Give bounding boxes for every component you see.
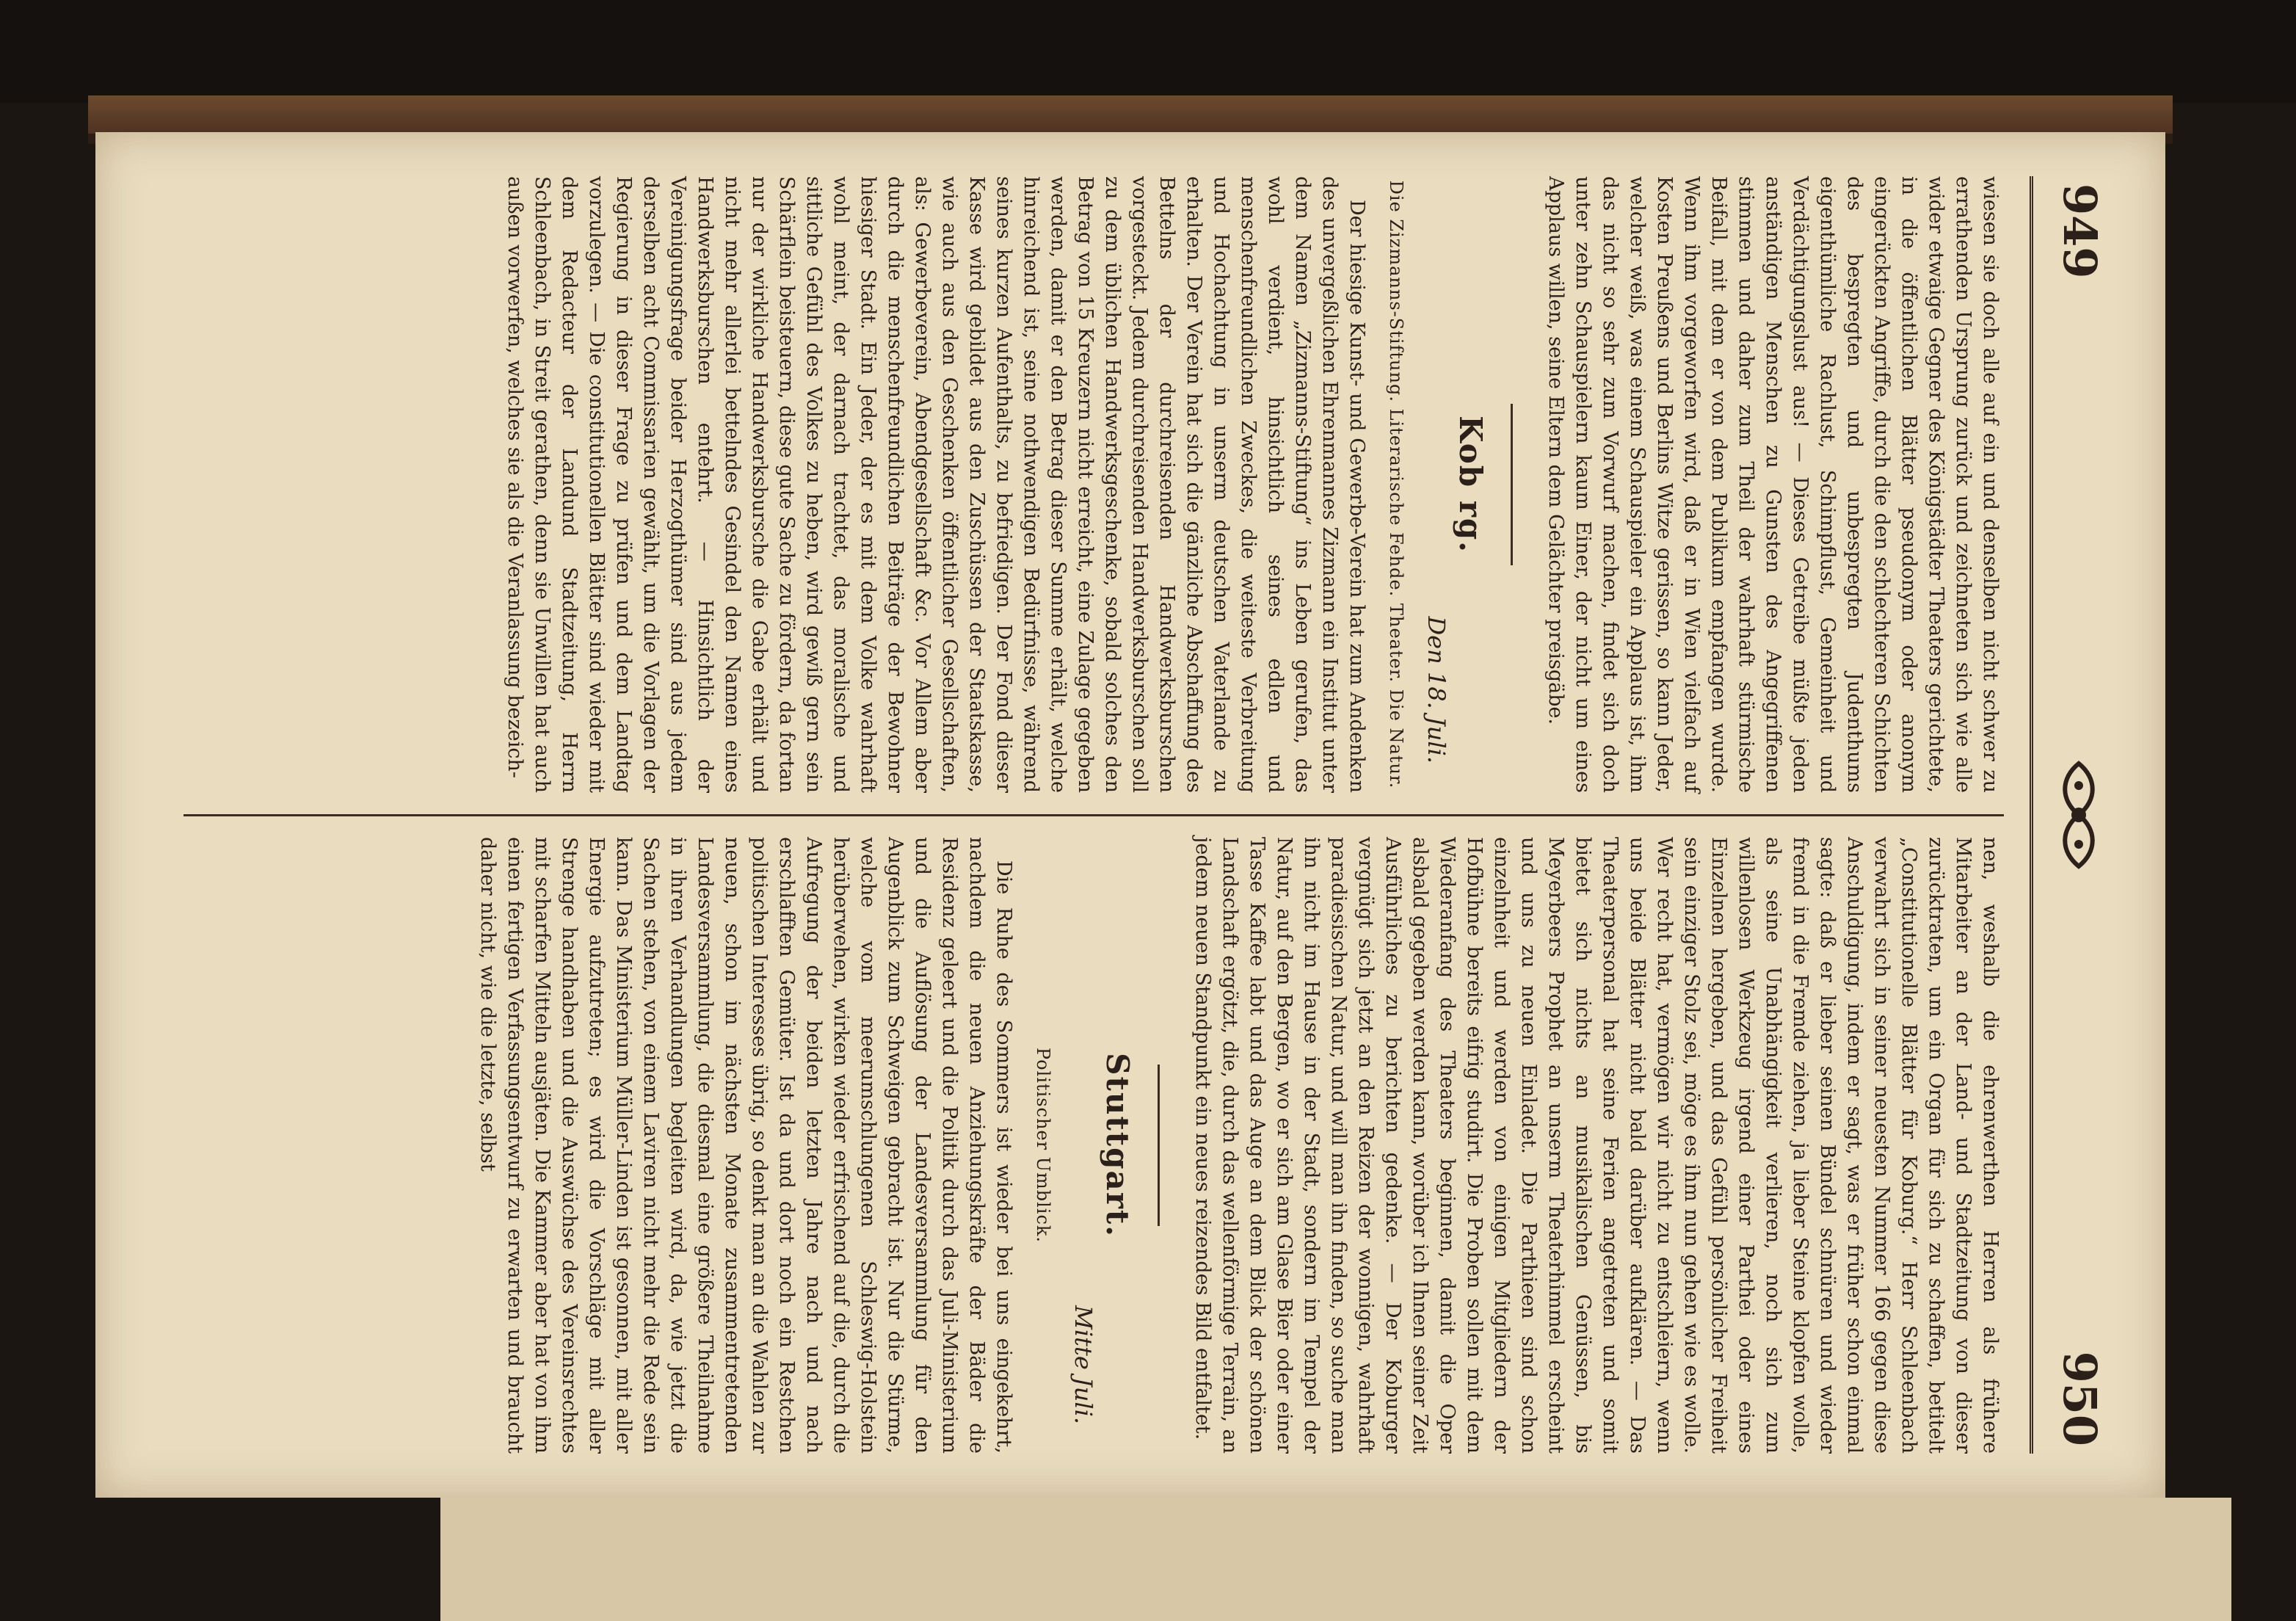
section-title: Stuttgart. — [1100, 1053, 1136, 1238]
page-number-right: 950 — [2053, 1351, 2107, 1446]
paragraph: nen, weshalb die ehrenwerthen Herren als frühere Mitarbeiter an der Land- und Stadtzeitung von dieser zurücktraten, um ein Organ für sich zu schaffen, betitelt „Constitutionelle Blätter für Koburg.“ Herr Schleenbach verwahrt sich in seiner neuesten Nummer 166 gegen diese Anschuldigung, indem er sagt, was er früher schon einmal sagte: daß er lieber seinen Bündel schnüren und wieder fremd in die Fremde ziehen, ja lieber Steine klopfen wolle, als seine Unabhängigkeit verlieren, noch sich zum willenlosen Werkzeug irgend einer Parthei oder eines Einzelnen hergeben, und das Gefühl persönlicher Freiheit sein einziger Stolz sei, möge es ihm nun gehen wie es wolle. Wer recht hat, vermögen wir nicht zu entschleiern, wenn uns beide Blätter nicht bald darüber aufklären. — Das Theaterpersonal hat seine Ferien angetreten und somit bietet sich nichts an musikalischen Genüssen, bis Meyerbeers Prophet an unserm Theaterhimmel erscheint und uns zu neuen Einladet. Die Parthieen sind schon einzelnheit und werden von einigen Mitgliedern der Hofbühne bereits eifrig studirt. Die Proben sollen mit dem Wiederanfang des Theaters beginnen, damit die Oper alsbald gegeben werden kann, worüber ich Ihnen seiner Zeit Ausführliches zu berichten gedenke. — Der Koburger vergnügt sich jetzt an den Reizen der wonnigen, wahrhaft paradiesischen Natur, und will man ihn finden, so suche man ihn nicht im Hause in der Stadt, sondern im Tempel der Natur, auf den Bergen, wo er sich am Glase Bier oder einer Tasse Kaffee labt und das Auge an dem Blick der schönen Landschaft ergötzt, die, durch das wellenförmige Terrain, an jedem neuen Standpunkt ein neues reizendes Bild entfaltet. — [1191, 837, 2002, 1454]
left-column — [169, 176, 2004, 793]
paragraph: Die Ruhe des Sommers ist wieder bei uns eingekehrt, nachdem die neuen Anziehungskräfte der Bäder die Residenz geleert und die Politik durch das Juli-Ministerium und die Auflösung der Landesversammlung für den Augenblick zum Schweigen gebracht ist. Nur die Stürme, welche vom meerumschlungenen Schleswig-Holstein herüberwehen, wirken wieder erfrischend auf die, durch die Aufregung der beiden letzten Jahre nach und nach erschlafften Gemüter. Ist da und dort noch ein Restchen politischen Interesses übrig, so denkt man an die Wahlen zur neuen, schon im nächsten Monate zusammentretenden Landesversammlung, die diesmal eine größere Theilnahme in ihren Verhandlungen begleiten wird, da, wie jetzt die Sachen stehen, von einem Laviren nicht mehr die Rede sein kann. Das Ministerium Müller-Linden ist gesonnen, mit aller Energie aufzutreten; es wird die Vorschläge mit aller Strenge handhaben und die Auswüchse des Vereinsrechtes mit scharfen Mitteln ausjäten. Die Kammer aber hat von ihm einen fertigen Verfassungsentwurf zu erwarten und braucht daher nicht, wie die letzte, selbst — [476, 837, 1015, 1454]
page-header — [2011, 154, 2121, 1476]
page-number-left: 949 — [2053, 184, 2107, 279]
background-dark — [0, 0, 2296, 103]
section-divider — [1158, 1065, 1160, 1226]
dateline: Den 18. Juli. — [1423, 616, 1450, 764]
right-column — [169, 837, 2004, 1454]
column-divider — [184, 814, 2004, 816]
rotated-text-block — [139, 154, 2121, 1476]
header-rule — [2030, 176, 2033, 1454]
section-subhead: Politischer Umblick. — [1033, 1047, 1053, 1244]
paragraph: Der hiesige Kunst- und Gewerbe-Verein hat zum Andenken des unvergeßlichen Ehrenmannes Zizmann ein Institut unter dem Namen „Zizmanns-Stiftung“ ins Leben gerufen, das wohl verdient, hinsichtlich seines edlen und menschenfreundlichen Zweckes, die weiteste Verbreitung und Hochachtung in unserm deutschen Vaterlande zu erhalten. Der Verein hat sich die gänzliche Abschaffung des Bettelns der durchreisenden Handwerksburschen vorgesteckt. Jedem durchreisenden Handwerksburschen soll zu dem üblichen Handwerksgeschenke, sobald solches den Betrag von 15 Kreuzern nicht erreicht, eine Zulage gegeben werden, damit er den Betrag dieser Summe erhält, welche hinreichend ist, seine nothwendigen Bedürfnisse, während seines kurzen Aufenthalts, zu befriedigen. Der Fond dieser Kasse wird gebildet aus den Zuschüssen der Staatskasse, wie auch aus den Geschenken öffentlicher Gesellschaften, als: Gewerbeverein, Abendgesellschaft &c. Vor Allem aber durch die menschenfreundlichen Beiträge der Bewohner hiesiger Stadt. Ein Jeder, der es mit dem Volke wahrhaft wohl meint, der darnach trachtet, das moralische und sittliche Gefühl des Volkes zu heben, wird gewiß gern sein Schärflein beisteuern, diese gute Sache zu fördern, da fortan nur der wirkliche Handwerksbursche die Gabe erhält und nicht mehr allerlei bettelndes Gesindel den Namen eines Handwerksburschen entehrt. — Hinsichtlich der Vereinigungsfrage beider Herzogthümer sind aus jedem derselben acht Commissarien gewählt, um die Vorlagen der Regierung in dieser Frage zu prüfen und dem Landtag vorzulegen. — Die constitutionellen Blätter sind wieder mit dem Redacteur der Landund Stadtzeitung, Herrn Schleenbach, in Streit gerathen, denn sie Unwillen hat auch außen vorwerfen, welches sie als die Veranlassung bezeich- — [504, 176, 1368, 793]
underlying-page-edge — [440, 1498, 2231, 1621]
section-title: Kob rg. — [1453, 416, 1489, 554]
ornament-icon — [2057, 756, 2101, 874]
section-divider — [1511, 404, 1513, 565]
book-page — [95, 132, 2165, 1498]
section-subhead: Die Zizmanns-Stiftung. Literarische Fehde. Theater. Die Natur. — [1386, 180, 1406, 789]
paragraph: wiesen sie doch alle auf ein und denselben nicht schwer zu errathenden Ursprung zurück und zeichneten sich wie alle wider etwaige Gegner des Königstädter Theaters gerichtete, in die öffentlichen Blätter pseudonym oder anonym eingerückten Angriffe, durch die den schlechteren Schichten des bespregten und unbespregten Judenthums eigenthümliche Rachlust, Schimpflust, Gemeinheit und Verdächtigungslust aus! — Dieses Getreibe müßte jeden anständigen Menschen zu Gunsten des Angegriffenen stimmen und daher zum Theil der wahrhaft stürmische Beifall, mit dem er von dem Publikum empfangen wurde. Wenn ihm vorgeworfen wird, daß er in Wien vielfach auf Kosten Preußens und Berlins Witze gerissen, so kann Jeder, welcher weiß, was einem Schauspieler ein Applaus ist, ihm das nicht so sehr zum Vorwurf machen, findet sich doch unter zehn Schauspielern kaum Einer, der nicht um eines Applaus willen, seine Eltern dem Gelächter preisgäbe. — [1544, 176, 2002, 793]
dateline: Mitte Juli. — [1069, 1305, 1097, 1424]
